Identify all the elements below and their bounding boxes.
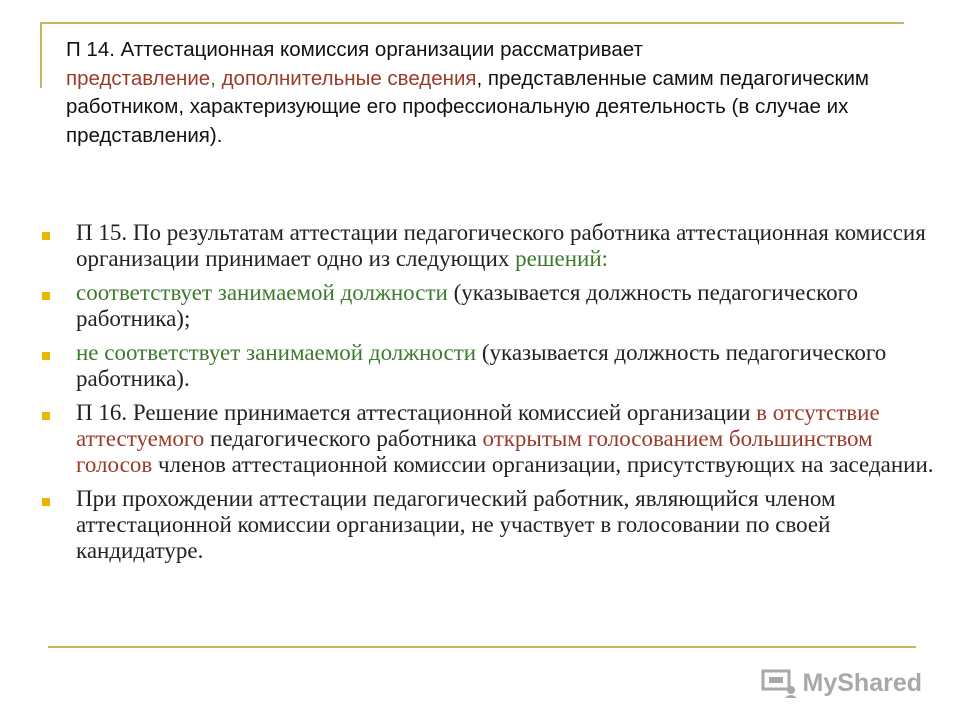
top-rule xyxy=(42,22,904,24)
conforms-label: соответствует занимаемой должности xyxy=(76,280,448,305)
bullet-marker xyxy=(42,352,50,360)
bullet-marker xyxy=(42,232,50,240)
intro-rest: , представленные самим педагогическим работником, характеризующие его профессиональную деятельность (в случае их представления). xyxy=(66,66,869,147)
list-item-not-conforms xyxy=(40,340,940,392)
p16-text-2: педагогического работника xyxy=(204,426,483,451)
not-conforms-text: (указывается должность педагогического работника). xyxy=(76,340,887,391)
conforms-text: (указывается должность педагогического работника); xyxy=(76,280,858,331)
intro-comma: , xyxy=(210,66,216,90)
intro-paragraph xyxy=(66,36,926,150)
presentation-icon xyxy=(761,668,797,698)
list-item-p16 xyxy=(40,400,940,478)
watermark xyxy=(761,668,922,698)
bullet-marker xyxy=(42,292,50,300)
intro-highlight-additional-info: дополнительные сведения xyxy=(221,66,477,90)
list-item-conforms xyxy=(40,280,940,332)
member-rule-text: При прохождении аттестации педагогический работник, являющийся членом аттестационной комиссии организации, не участвует в голосовании по своей кандидатуре. xyxy=(76,486,836,563)
bullet-list xyxy=(40,220,940,572)
list-item-member-rule xyxy=(40,486,940,564)
p16-absence: в отсутствие аттестуемого xyxy=(76,400,880,451)
p16-text-3: членов аттестационной комиссии организации, присутствующих на заседании. xyxy=(152,452,934,477)
bullet-marker xyxy=(42,412,50,420)
p15-decisions: решений: xyxy=(515,246,609,271)
bullet-marker xyxy=(42,498,50,506)
intro-highlight-representation: представление xyxy=(66,66,211,90)
not-conforms-label: не соответствует занимаемой должности xyxy=(76,340,477,365)
p16-open-vote: открытым голосованием большинством голосов xyxy=(76,426,873,477)
p15-text: П 15. По результатам аттестации педагогического работника аттестационная комиссия организации принимает одно из следующих xyxy=(76,220,926,271)
watermark-label: MyShared xyxy=(802,668,922,697)
list-item-p15 xyxy=(40,220,940,272)
intro-prefix: П 14. Аттестационная комиссия организации рассматривает xyxy=(66,38,643,61)
bottom-rule xyxy=(48,646,916,648)
p16-text-1: П 16. Решение принимается аттестационной комиссией организации xyxy=(76,400,757,425)
left-rule xyxy=(40,22,42,88)
